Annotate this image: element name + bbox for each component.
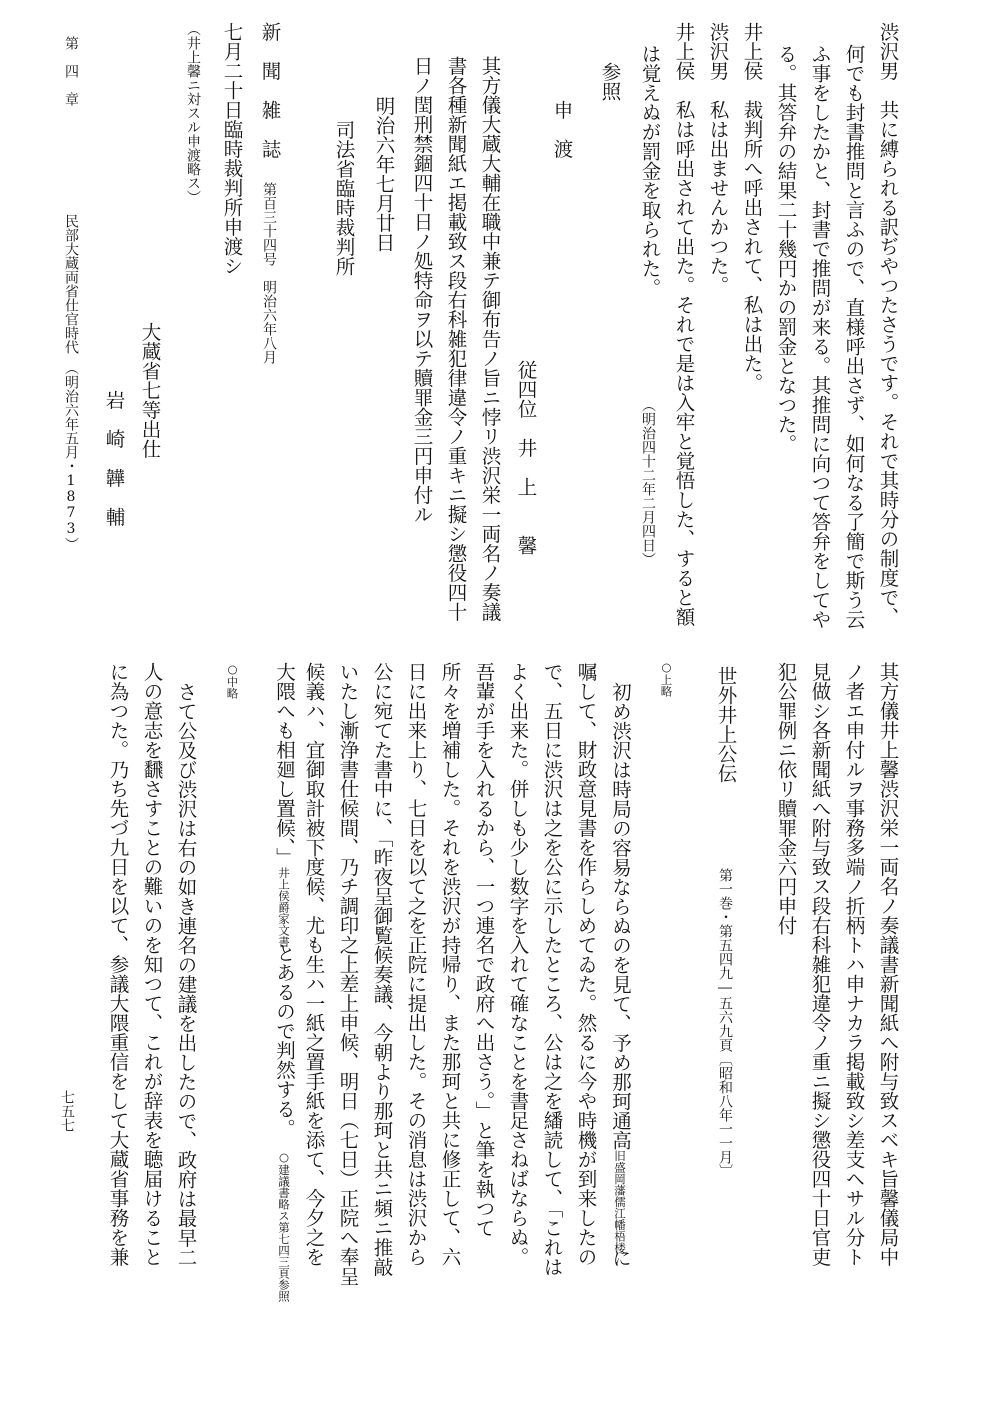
decree-line-3: 日ノ閏刑禁錮四十日ノ処特命ヲ以テ贖罪金三円申付ル bbox=[410, 56, 434, 524]
note-morioka: 旧盛岡藩儒 bbox=[613, 1150, 627, 1208]
note-page-ref: 第七四三頁参照 bbox=[277, 1221, 291, 1302]
decree-date: 明治六年七月廿日 bbox=[372, 96, 396, 252]
decree-heading: 申 渡 bbox=[550, 100, 574, 159]
para1-last-text-a: 大隈へも相廻し置候、」 bbox=[273, 662, 296, 867]
date-meiji-42: （明治四十二年二月四日） bbox=[640, 398, 656, 566]
note-family-docs: 家文書 bbox=[277, 912, 291, 948]
para1-line-7: 日に出来上り、七日を以て之を正院に提出した。その消息は渋沢から bbox=[404, 662, 428, 1267]
omission-note: （井上馨ニ対スル申渡略ス） bbox=[185, 22, 201, 204]
para1-line-5: 吾輩が手を入れるから、一つ連名で政府へ出さう。」と筆を執つて bbox=[472, 662, 496, 1238]
page-number: 七五七 bbox=[59, 1090, 75, 1132]
decree-line-1: 其方儀大蔵大輔在職中兼テ御布告ノ旨ニ悖リ渋沢栄一両名ノ奏議 bbox=[478, 56, 502, 622]
lower-decree-line-3: 見做シ各新聞紙へ附与致ス段右科雑犯違令ノ重ニ擬シ懲役四十日官吏 bbox=[808, 662, 832, 1267]
para1-line-9: いたし漸浄書仕候間、乃チ調印之上差上申候、明日（七日）正院へ奉呈 bbox=[336, 662, 360, 1286]
para1-line-2: 嘱して、財政意見書を作らしめてゐた。然るに今や時機が到来したの bbox=[574, 662, 598, 1267]
upper-text-line-3: ふ事をしたかと、封書で推問が来る。其推問に向つて答弁をしてや bbox=[808, 44, 832, 629]
para1-line-1 bbox=[610, 682, 630, 1268]
upper-text-line-5: 井上侯 裁判所へ呼出されて、私は出た。 bbox=[740, 22, 764, 393]
reference-label: 参照 bbox=[598, 62, 622, 101]
lower-decree-line-4: 犯公罪例ニ依リ贖罪金六円申付 bbox=[774, 662, 798, 935]
para1-last-text-b: とあるので判然する。 bbox=[273, 942, 296, 1138]
para2-line-3: に為つた。乃ち先づ九日を以て、参議大隈重信をして大蔵省事務を兼 bbox=[106, 662, 130, 1267]
sentence-heading: 七月二十日臨時裁判所申渡シ bbox=[220, 22, 244, 276]
lower-decree-line-2: ノ者エ申付ルヲ事務多端ノ折柄トハ申ナカラ掲載致シ差支ヘサル分ト bbox=[842, 662, 866, 1267]
para2-line-1: さて公及び渋沢は右の如き連名の建議を出したので、政府は最早二 bbox=[174, 682, 198, 1267]
para2-line-2: 人の意志を飜さすことの難いのを知つて、これが辞表を聴届けること bbox=[140, 662, 164, 1267]
newspaper-title: 新 聞 雑 誌 bbox=[258, 22, 282, 159]
para1-line-1-text-a: 初め渋沢は時局の容易ならぬのを見て、予め那珂通高 bbox=[609, 682, 632, 1150]
upper-text-line-1: 渋沢男 共に縛られる訳ぢやつたさうです。それで其時分の制度で、 bbox=[876, 22, 900, 627]
book-title: 世外井上公伝 bbox=[714, 666, 738, 783]
lower-decree-line-1: 其方儀井上馨渋沢栄一両名ノ奏議書新聞紙へ附与致スベキ旨馨儀局中 bbox=[876, 662, 900, 1267]
book-reference: 第一巻・第五四九―五六九頁〔昭和八年一一月〕 bbox=[717, 868, 733, 1178]
court-name: 司法省臨時裁判所 bbox=[332, 120, 356, 276]
note-inoue-marquis: 井上侯爵 bbox=[277, 866, 291, 913]
upper-omission-mark: ○上略 bbox=[659, 660, 674, 697]
interlinear-note-proposal bbox=[270, 1149, 294, 1302]
para1-line-6: 所々を増補した。それを渋沢が持帰り、また那珂と共に修正して、六 bbox=[438, 662, 462, 1267]
upper-text-line-6: 渋沢男 私は出ませんかつた。 bbox=[706, 22, 730, 295]
official-title: 大蔵省七等出仕 bbox=[138, 322, 162, 459]
rank-and-name: 従四位 井 上 馨 bbox=[514, 360, 538, 555]
note-ebata: 江幡梧楼 bbox=[613, 1207, 627, 1254]
upper-text-line-2: 何でも封書推問と言ふので、直様呼出さず、如何なる了簡で斯う云 bbox=[842, 44, 866, 629]
chapter-title: 民部大蔵両省仕官時代 （明治六年五月・1873） bbox=[63, 214, 79, 551]
upper-text-line-4: る。其答弁の結果二十幾円かの罰金となつた。 bbox=[774, 44, 798, 454]
upper-text-line-7: 井上侯 私は呼出されて出た。それで是は入牢と覚悟した、すると額 bbox=[672, 22, 696, 627]
para1-line-3: で、五日に渋沢は之を公に示したところ、公は之を繙読して、「これは bbox=[540, 662, 564, 1277]
note-proposal-omitted: ○建議書略ス bbox=[277, 1149, 291, 1222]
interlinear-note-naka bbox=[610, 1150, 630, 1254]
para1-line-10: 候義ハ、宜御取計被下度候、尤も生ハ一紙之置手紙を添て、今夕之を bbox=[302, 662, 326, 1267]
para1-line-1-text-b: に bbox=[609, 1248, 632, 1268]
chapter-number: 第 四 章 bbox=[63, 36, 79, 106]
newspaper-issue: 第百三十四号 明治六年八月 bbox=[261, 182, 277, 364]
para1-last-line bbox=[270, 662, 296, 1302]
middle-omission-mark: ○中略 bbox=[225, 662, 240, 699]
upper-text-line-8: は覚えぬが罰金を取られた。 bbox=[638, 44, 662, 298]
para1-line-4: よく出来た。併しも少し数字を入れて確なことを書足さねばならぬ。 bbox=[506, 662, 530, 1267]
decree-line-2: 書各種新聞紙エ掲載致ス段右科雑犯律違令ノ重キニ擬シ懲役四十 bbox=[444, 56, 468, 622]
para1-line-8: 公に宛てた書中に、「昨夜呈御覧候奏議、今朝より那珂と共ニ頻ニ推敲 bbox=[370, 662, 394, 1277]
interlinear-note-inoue bbox=[274, 866, 294, 948]
official-name: 岩 崎 韡 輔 bbox=[102, 390, 126, 527]
